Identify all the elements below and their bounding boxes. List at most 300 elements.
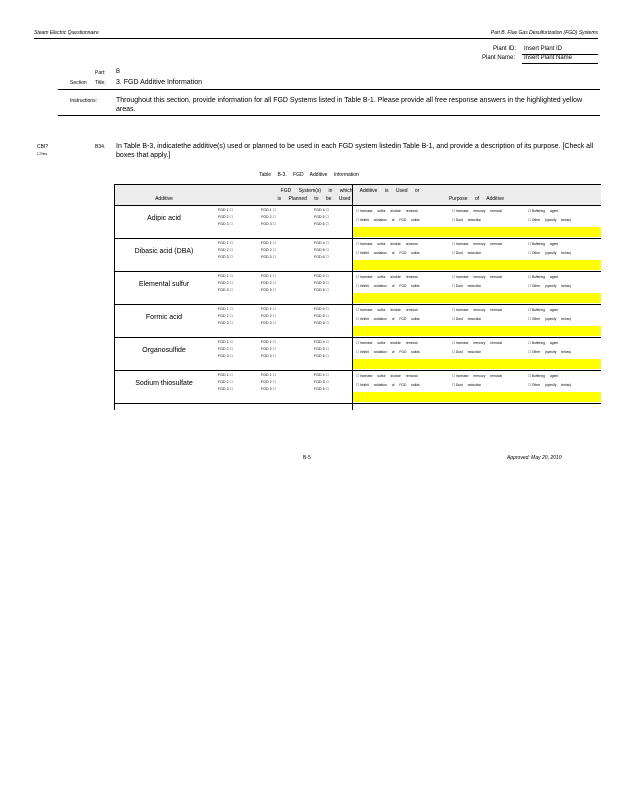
table-row	[114, 370, 601, 404]
fgd-checkbox-column	[218, 339, 248, 360]
fgd-system-checkbox[interactable]	[314, 240, 344, 247]
plant-name-value[interactable]: Insert Plant Name	[524, 55, 573, 61]
fgd-system-label: FGD 3	[261, 321, 272, 325]
checkbox-icon[interactable]: ☐	[228, 387, 233, 391]
part-label: Part:	[95, 70, 106, 76]
fgd-system-label: FGD 1	[218, 274, 229, 278]
fgd-system-checkbox[interactable]	[261, 339, 291, 346]
checkbox-icon[interactable]: ☐	[228, 288, 233, 292]
additive-name: Formic acid	[145, 314, 183, 321]
purpose-checkbox[interactable]	[528, 242, 558, 246]
other-specify-response-field[interactable]	[352, 227, 601, 237]
fgd-system-checkbox[interactable]	[218, 240, 248, 247]
checkbox-icon[interactable]: ☐	[528, 242, 532, 246]
checkbox-icon[interactable]: ☐	[271, 222, 276, 226]
checkbox-icon[interactable]: ☐	[528, 284, 532, 288]
fgd-system-label: FGD 1	[218, 241, 229, 245]
fgd-system-checkbox[interactable]	[261, 313, 291, 320]
purpose-checkbox[interactable]	[452, 341, 502, 345]
purpose-checkbox[interactable]	[528, 308, 558, 312]
purpose-label: Increase sulfur dioxide removal	[359, 275, 418, 279]
table-header	[114, 184, 601, 206]
checkbox-icon[interactable]: ☐	[271, 307, 276, 311]
purpose-label: Other (specify below)	[531, 350, 572, 354]
checkbox-icon[interactable]: ☐	[271, 347, 276, 351]
fgd-system-checkbox[interactable]	[218, 379, 248, 386]
purpose-checkbox[interactable]	[356, 275, 418, 279]
other-specify-response-field[interactable]	[352, 260, 601, 270]
purpose-checkbox[interactable]	[452, 251, 481, 255]
question-number: B34.	[95, 144, 106, 150]
additive-name: Organosulfide	[142, 347, 186, 354]
checkbox-icon[interactable]: ☐	[271, 274, 276, 278]
fgd-system-checkbox[interactable]	[218, 306, 248, 313]
purpose-checkbox[interactable]	[528, 284, 571, 288]
fgd-system-checkbox[interactable]	[314, 346, 344, 353]
fgd-system-checkbox[interactable]	[218, 353, 248, 360]
fgd-system-checkbox[interactable]	[314, 273, 344, 280]
fgd-system-checkbox[interactable]	[261, 280, 291, 287]
purpose-checkbox[interactable]	[452, 275, 502, 279]
fgd-system-checkbox[interactable]	[314, 207, 344, 214]
checkbox-icon[interactable]: ☐	[452, 317, 456, 321]
fgd-checkbox-column	[314, 372, 344, 393]
checkbox-icon[interactable]: ☐	[271, 387, 276, 391]
checkbox-icon[interactable]: ☐	[271, 314, 276, 318]
checkbox-icon[interactable]: ☐	[228, 274, 233, 278]
checkbox-icon[interactable]: ☐	[228, 340, 233, 344]
table-row	[114, 238, 601, 272]
fgd-checkbox-column	[261, 339, 291, 360]
checkbox-icon[interactable]: ☐	[452, 275, 456, 279]
checkbox-icon[interactable]: ☐	[356, 308, 360, 312]
fgd-checkbox-column	[261, 240, 291, 261]
purpose-checkbox[interactable]	[452, 284, 481, 288]
fgd-system-checkbox[interactable]	[218, 254, 248, 261]
purpose-checkbox[interactable]	[452, 218, 481, 222]
checkbox-icon[interactable]: ☐	[356, 275, 360, 279]
fgd-system-checkbox[interactable]	[218, 346, 248, 353]
purpose-label: Dust reduction	[455, 350, 482, 354]
fgd-system-label: FGD 1	[218, 208, 229, 212]
fgd-system-label: FGD 3	[261, 255, 272, 259]
checkbox-icon[interactable]: ☐	[528, 350, 532, 354]
fgd-system-checkbox[interactable]	[218, 214, 248, 221]
checkbox-icon[interactable]: ☐	[324, 248, 329, 252]
checkbox-icon[interactable]: ☐	[228, 241, 233, 245]
fgd-system-label: FGD 2	[261, 314, 272, 318]
fgd-system-checkbox[interactable]	[261, 379, 291, 386]
fgd-system-checkbox[interactable]	[314, 247, 344, 254]
fgd-system-label: FGD 2	[261, 248, 272, 252]
approved-date: Approved: May 20, 2010	[507, 455, 562, 461]
fgd-system-checkbox[interactable]	[261, 372, 291, 379]
purpose-checkbox[interactable]	[356, 218, 420, 222]
fgd-system-checkbox[interactable]	[314, 339, 344, 346]
fgd-checkbox-column	[314, 240, 344, 261]
section-rule	[58, 89, 600, 90]
checkbox-icon[interactable]: ☐	[528, 251, 532, 255]
checkbox-icon[interactable]: ☐	[324, 354, 329, 358]
purpose-checkbox[interactable]	[452, 317, 481, 321]
checkbox-icon[interactable]: ☐	[271, 288, 276, 292]
fgd-system-checkbox[interactable]	[261, 287, 291, 294]
purpose-checkbox[interactable]	[528, 341, 558, 345]
purpose-checkbox[interactable]	[528, 317, 571, 321]
plant-name-underline	[522, 63, 598, 64]
fgd-checkbox-column	[218, 306, 248, 327]
fgd-system-label: FGD 5	[314, 380, 325, 384]
checkbox-icon[interactable]: ☐	[271, 373, 276, 377]
purpose-label: Increase sulfur dioxide removal	[359, 341, 418, 345]
purpose-label: Increase mercury removal	[455, 341, 502, 345]
checkbox-icon[interactable]: ☐	[452, 374, 456, 378]
fgd-checkbox-column	[314, 339, 344, 360]
checkbox-icon[interactable]: ☐	[452, 251, 456, 255]
fgd-additive-table	[114, 184, 601, 410]
fgd-system-label: FGD 5	[314, 314, 325, 318]
fgd-system-checkbox[interactable]	[314, 306, 344, 313]
fgd-checkbox-column	[314, 207, 344, 228]
purpose-checkbox[interactable]	[356, 383, 420, 387]
checkbox-icon[interactable]: ☐	[271, 248, 276, 252]
checkbox-icon[interactable]: ☐	[228, 373, 233, 377]
checkbox-icon[interactable]: ☐	[528, 383, 532, 387]
checkbox-icon[interactable]: ☐	[324, 347, 329, 351]
checkbox-icon[interactable]: ☐	[324, 340, 329, 344]
checkbox-icon[interactable]: ☐	[324, 373, 329, 377]
checkbox-icon[interactable]: ☐	[324, 387, 329, 391]
fgd-system-label: FGD 1	[261, 373, 272, 377]
checkbox-icon[interactable]: ☐	[356, 284, 360, 288]
fgd-system-checkbox[interactable]	[261, 320, 291, 327]
other-specify-response-field[interactable]	[352, 293, 601, 303]
checkbox-icon[interactable]: ☐	[356, 218, 360, 222]
other-specify-response-field[interactable]	[352, 392, 601, 402]
additive-name: Sodium thiosulfate	[135, 380, 193, 387]
purpose-label: Increase mercury removal	[455, 308, 502, 312]
purpose-label: Other (specify below)	[531, 317, 572, 321]
fgd-system-checkbox[interactable]	[218, 339, 248, 346]
fgd-system-checkbox[interactable]	[218, 287, 248, 294]
purpose-label: Dust reduction	[455, 218, 482, 222]
fgd-system-checkbox[interactable]	[314, 372, 344, 379]
fgd-system-checkbox[interactable]	[261, 207, 291, 214]
header-rule	[34, 38, 598, 39]
purpose-checkbox[interactable]	[528, 209, 558, 213]
checkbox-icon[interactable]: ☐	[324, 307, 329, 311]
section-title: 3. FGD Additive Information	[116, 79, 202, 86]
fgd-system-label: FGD 6	[314, 222, 325, 226]
purpose-checkbox[interactable]	[452, 350, 481, 354]
checkbox-icon[interactable]: ☐	[452, 350, 456, 354]
fgd-system-label: FGD 5	[314, 281, 325, 285]
purpose-checkbox[interactable]	[356, 251, 420, 255]
checkbox-icon[interactable]: ☐	[228, 307, 233, 311]
purpose-label: Inhibit oxidation of FGD solids	[359, 317, 420, 321]
checkbox-icon[interactable]: ☐	[324, 215, 329, 219]
purpose-checkbox[interactable]	[452, 308, 502, 312]
fgd-system-label: FGD 5	[314, 248, 325, 252]
purpose-checkbox[interactable]	[452, 383, 481, 387]
purpose-label: Inhibit oxidation of FGD solids	[359, 383, 420, 387]
fgd-system-checkbox[interactable]	[314, 379, 344, 386]
fgd-system-checkbox[interactable]	[314, 320, 344, 327]
purpose-checkbox[interactable]	[528, 218, 571, 222]
fgd-system-label: FGD 2	[261, 281, 272, 285]
checkbox-icon[interactable]: ☐	[528, 218, 532, 222]
checkbox-icon[interactable]: ☐	[528, 341, 532, 345]
checkbox-icon[interactable]: ☐	[228, 380, 233, 384]
checkbox-icon[interactable]: ☐	[324, 321, 329, 325]
fgd-system-checkbox[interactable]	[261, 273, 291, 280]
checkbox-icon[interactable]: ☐	[228, 321, 233, 325]
checkbox-icon[interactable]: ☐	[324, 274, 329, 278]
fgd-system-checkbox[interactable]	[314, 221, 344, 228]
additive-name: Adipic acid	[147, 215, 181, 222]
fgd-system-label: FGD 2	[261, 380, 272, 384]
checkbox-icon[interactable]: ☐	[324, 281, 329, 285]
fgd-system-checkbox[interactable]	[218, 273, 248, 280]
instructions-label: Instructions:	[70, 98, 97, 104]
purpose-label: Increase mercury removal	[455, 374, 502, 378]
fgd-system-checkbox[interactable]	[218, 280, 248, 287]
purpose-label: Buffering agent	[531, 242, 559, 246]
checkbox-icon[interactable]: ☐	[452, 308, 456, 312]
header-left: Steam Electric Questionnaire	[34, 30, 99, 36]
checkbox-icon[interactable]: ☐	[452, 218, 456, 222]
fgd-system-label: FGD 6	[314, 255, 325, 259]
purpose-label: Inhibit oxidation of FGD solids	[359, 218, 420, 222]
table-left-border	[114, 184, 115, 410]
checkbox-icon[interactable]: ☐	[228, 281, 233, 285]
checkbox-icon[interactable]: ☐	[271, 340, 276, 344]
purpose-checkbox[interactable]	[528, 383, 571, 387]
purpose-checkbox[interactable]	[452, 209, 502, 213]
purpose-label: Dust reduction	[455, 251, 482, 255]
table-row	[114, 304, 601, 338]
fgd-system-checkbox[interactable]	[314, 386, 344, 393]
checkbox-icon[interactable]: ☐	[452, 341, 456, 345]
table-row	[114, 205, 601, 239]
purpose-options	[352, 271, 601, 293]
purpose-checkbox[interactable]	[528, 251, 571, 255]
cbi-yes-label: Yes	[40, 151, 48, 156]
checkbox-icon[interactable]: ☐	[271, 241, 276, 245]
checkbox-icon[interactable]: ☐	[228, 222, 233, 226]
fgd-system-label: FGD 1	[261, 307, 272, 311]
checkbox-icon[interactable]: ☐	[356, 341, 360, 345]
checkbox-icon[interactable]: ☐	[324, 255, 329, 259]
fgd-system-label: FGD 2	[218, 215, 229, 219]
checkbox-icon[interactable]: ☐	[271, 380, 276, 384]
purpose-label: Other (specify below)	[531, 218, 572, 222]
purpose-label: Increase sulfur dioxide removal	[359, 374, 418, 378]
checkbox-icon[interactable]: ☐	[452, 284, 456, 288]
checkbox-icon[interactable]: ☐	[228, 248, 233, 252]
checkbox-icon[interactable]: ☐	[356, 251, 360, 255]
checkbox-icon[interactable]: ☐	[324, 241, 329, 245]
purpose-label: Increase mercury removal	[455, 275, 502, 279]
purpose-label: Buffering agent	[531, 308, 559, 312]
cbi-yes[interactable]	[37, 151, 47, 156]
fgd-system-label: FGD 4	[314, 307, 325, 311]
checkbox-icon[interactable]: ☐	[356, 317, 360, 321]
fgd-system-checkbox[interactable]	[261, 254, 291, 261]
purpose-options	[352, 304, 601, 326]
fgd-system-checkbox[interactable]	[261, 353, 291, 360]
checkbox-icon[interactable]: ☐	[271, 215, 276, 219]
checkbox-icon[interactable]: ☐	[228, 347, 233, 351]
fgd-system-label: FGD 6	[314, 387, 325, 391]
cbi-checkbox-icon[interactable]: ☐	[37, 151, 41, 156]
checkbox-icon[interactable]: ☐	[228, 314, 233, 318]
fgd-system-checkbox[interactable]	[314, 313, 344, 320]
checkbox-icon[interactable]: ☐	[228, 215, 233, 219]
fgd-system-label: FGD 2	[218, 347, 229, 351]
fgd-system-checkbox[interactable]	[261, 346, 291, 353]
fgd-system-label: FGD 3	[261, 354, 272, 358]
checkbox-icon[interactable]: ☐	[452, 383, 456, 387]
checkbox-icon[interactable]: ☐	[528, 374, 532, 378]
purpose-label: Buffering agent	[531, 209, 559, 213]
purpose-label: Inhibit oxidation of FGD solids	[359, 284, 420, 288]
table-purpose-divider	[352, 184, 353, 410]
fgd-system-checkbox[interactable]	[261, 214, 291, 221]
purpose-checkbox[interactable]	[528, 275, 558, 279]
purpose-checkbox[interactable]	[528, 350, 571, 354]
col-systems-header-line2: is Planned to be Used	[277, 196, 351, 202]
fgd-system-checkbox[interactable]	[218, 313, 248, 320]
checkbox-icon[interactable]: ☐	[528, 275, 532, 279]
fgd-system-label: FGD 3	[261, 222, 272, 226]
fgd-checkbox-column	[218, 372, 248, 393]
fgd-system-checkbox[interactable]	[261, 306, 291, 313]
purpose-checkbox[interactable]	[528, 374, 558, 378]
checkbox-icon[interactable]: ☐	[271, 255, 276, 259]
fgd-system-label: FGD 6	[314, 354, 325, 358]
purpose-checkbox[interactable]	[356, 374, 418, 378]
checkbox-icon[interactable]: ☐	[324, 288, 329, 292]
checkbox-icon[interactable]: ☐	[228, 208, 233, 212]
checkbox-icon[interactable]: ☐	[271, 208, 276, 212]
checkbox-icon[interactable]: ☐	[271, 281, 276, 285]
purpose-label: Increase mercury removal	[455, 242, 502, 246]
fgd-system-checkbox[interactable]	[218, 386, 248, 393]
purpose-options	[352, 370, 601, 392]
purpose-checkbox[interactable]	[356, 209, 418, 213]
fgd-checkbox-column	[314, 273, 344, 294]
fgd-checkbox-column	[261, 306, 291, 327]
fgd-system-checkbox[interactable]	[261, 221, 291, 228]
fgd-system-label: FGD 1	[218, 307, 229, 311]
purpose-checkbox[interactable]	[356, 341, 418, 345]
fgd-system-label: FGD 3	[218, 321, 229, 325]
fgd-system-label: FGD 2	[218, 314, 229, 318]
checkbox-icon[interactable]: ☐	[228, 354, 233, 358]
checkbox-icon[interactable]: ☐	[356, 350, 360, 354]
fgd-system-checkbox[interactable]	[218, 247, 248, 254]
purpose-label: Buffering agent	[531, 374, 559, 378]
fgd-system-checkbox[interactable]	[261, 247, 291, 254]
checkbox-icon[interactable]: ☐	[228, 255, 233, 259]
fgd-system-label: FGD 6	[314, 288, 325, 292]
fgd-checkbox-column	[218, 273, 248, 294]
purpose-label: Increase mercury removal	[455, 209, 502, 213]
checkbox-icon[interactable]: ☐	[271, 354, 276, 358]
question-text: In Table B-3, indicatethe additive(s) used or planned to be used in each FGD system listedin Table B-1, and provide a description of its purpose. [Check all boxes that apply.]	[116, 143, 594, 159]
col-additive-header: Additive	[155, 196, 173, 202]
fgd-system-checkbox[interactable]	[314, 254, 344, 261]
fgd-system-checkbox[interactable]	[218, 221, 248, 228]
checkbox-icon[interactable]: ☐	[324, 208, 329, 212]
purpose-checkbox[interactable]	[452, 374, 502, 378]
checkbox-icon[interactable]: ☐	[452, 242, 456, 246]
purpose-checkbox[interactable]	[356, 317, 420, 321]
checkbox-icon[interactable]: ☐	[356, 374, 360, 378]
fgd-system-label: FGD 4	[314, 241, 325, 245]
checkbox-icon[interactable]: ☐	[356, 209, 360, 213]
fgd-system-checkbox[interactable]	[314, 353, 344, 360]
fgd-system-label: FGD 5	[314, 215, 325, 219]
additive-name: Elemental sulfur	[138, 281, 190, 288]
purpose-label: Increase sulfur dioxide removal	[359, 242, 418, 246]
checkbox-icon[interactable]: ☐	[356, 242, 360, 246]
fgd-system-label: FGD 3	[261, 288, 272, 292]
fgd-system-checkbox[interactable]	[314, 214, 344, 221]
fgd-system-checkbox[interactable]	[218, 320, 248, 327]
purpose-label: Other (specify below)	[531, 284, 572, 288]
purpose-checkbox[interactable]	[356, 284, 420, 288]
purpose-checkbox[interactable]	[356, 242, 418, 246]
other-specify-response-field[interactable]	[352, 359, 601, 369]
plant-id-value[interactable]: Insert Plant ID	[524, 46, 563, 52]
instructions-text: Throughout this section, provide information for all FGD Systems listed in Table B-1. Please provide all free response answers in the highlighted yellow areas.	[116, 97, 582, 113]
fgd-system-label: FGD 1	[261, 208, 272, 212]
fgd-system-label: FGD 4	[314, 373, 325, 377]
checkbox-icon[interactable]: ☐	[324, 222, 329, 226]
purpose-checkbox[interactable]	[452, 242, 502, 246]
checkbox-icon[interactable]: ☐	[452, 209, 456, 213]
fgd-system-label: FGD 3	[218, 222, 229, 226]
checkbox-icon[interactable]: ☐	[528, 209, 532, 213]
fgd-system-label: FGD 5	[314, 347, 325, 351]
checkbox-icon[interactable]: ☐	[356, 383, 360, 387]
checkbox-icon[interactable]: ☐	[324, 380, 329, 384]
purpose-label: Dust reduction	[455, 383, 482, 387]
fgd-system-label: FGD 6	[314, 321, 325, 325]
fgd-system-checkbox[interactable]	[218, 372, 248, 379]
checkbox-icon[interactable]: ☐	[528, 308, 532, 312]
checkbox-icon[interactable]: ☐	[528, 317, 532, 321]
fgd-system-checkbox[interactable]	[261, 240, 291, 247]
purpose-checkbox[interactable]	[356, 308, 418, 312]
purpose-label: Other (specify below)	[531, 383, 572, 387]
fgd-system-checkbox[interactable]	[261, 386, 291, 393]
checkbox-icon[interactable]: ☐	[324, 314, 329, 318]
purpose-label: Increase sulfur dioxide removal	[359, 209, 418, 213]
fgd-system-checkbox[interactable]	[218, 207, 248, 214]
fgd-system-checkbox[interactable]	[314, 280, 344, 287]
fgd-system-checkbox[interactable]	[314, 287, 344, 294]
purpose-checkbox[interactable]	[356, 350, 420, 354]
fgd-system-label: FGD 2	[218, 248, 229, 252]
checkbox-icon[interactable]: ☐	[271, 321, 276, 325]
other-specify-response-field[interactable]	[352, 326, 601, 336]
purpose-label: Dust reduction	[455, 284, 482, 288]
fgd-system-label: FGD 3	[218, 255, 229, 259]
fgd-system-label: FGD 4	[314, 274, 325, 278]
